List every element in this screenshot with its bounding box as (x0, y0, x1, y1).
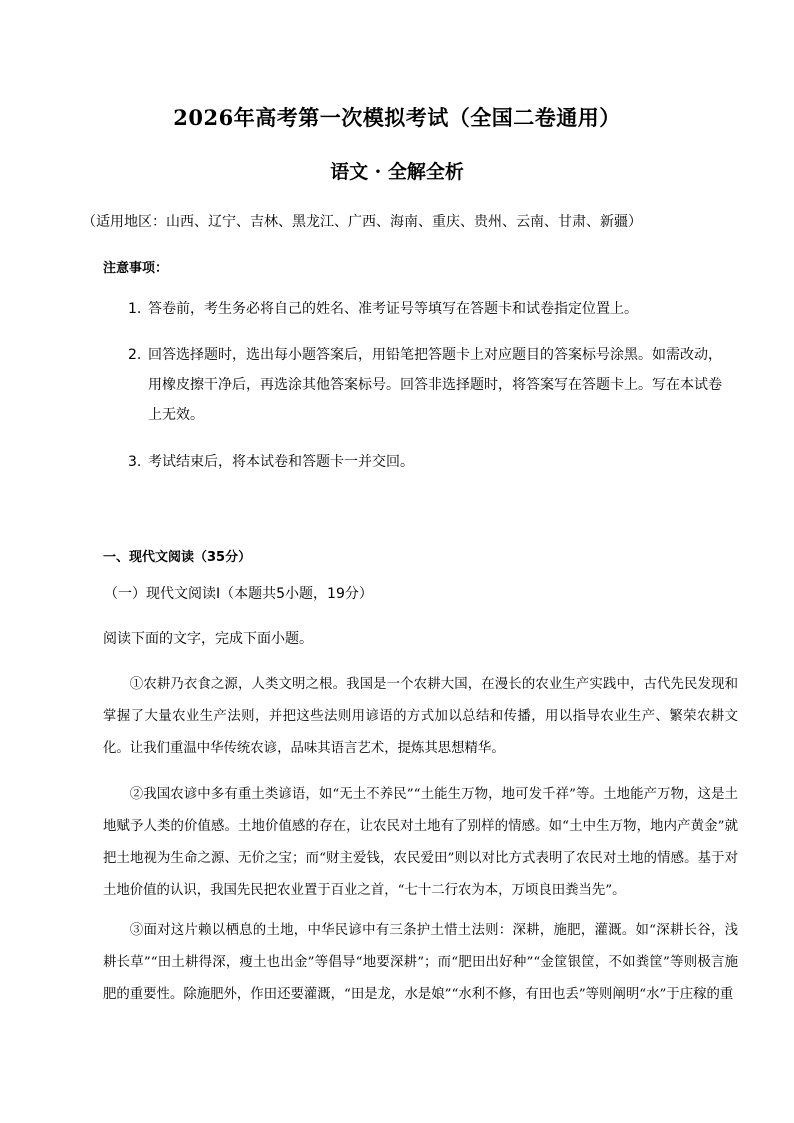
section-heading: 一、现代文阅读（35分） (103, 550, 252, 565)
passage-paragraph-3: ③面对这片赖以栖息的土地，中华民谚中有三条护土惜土法则：深耕，施肥，灌溉。如“深耕长谷，浅耕长草”“田土耕得深，瘦土也出金”等倡导“地要深耕”；而“肥田出好种”“金筐银筐，不如粪筐”等则极言施肥的重要性。除施肥外，作田还要灌溉，“田是龙，水是娘”“水利不修，有田也丢”等则阐明“水”于庄稼的重 (103, 923, 738, 1002)
applicable-regions: （适用地区：山西、辽宁、吉林、黑龙江、广西、海南、重庆、贵州、云南、甘肃、新疆） (82, 214, 642, 230)
notice-item-text: 考试结束后，将本试卷和答题卡一并交回。 (148, 454, 414, 470)
notice-item-3 (128, 447, 728, 477)
notice-item-text: 答卷前，考生务必将自己的姓名、准考证号等填写在答题卡和试卷指定位置上。 (148, 301, 638, 317)
passage-paragraph-1: ①农耕乃衣食之源，人类文明之根。我国是一个农耕大国，在漫长的农业生产实践中，古代先民发现和掌握了大量农业生产法则，并把这些法则用谚语的方式加以总结和传播，用以指导农业生产、繁荣农耕文化。让我们重温中华传统农谚，品味其语言艺术，提炼其思想精华。 (103, 677, 738, 756)
notice-item-number: 2. (128, 347, 142, 363)
notice-item-2 (128, 340, 728, 430)
notice-item-text: 回答选择题时，选出每小题答案后，用铅笔把答题卡上对应题目的答案标号涂黑。如需改动，用橡皮擦干净后，再选涂其他答案标号。回答非选择题时，将答案写在答题卡上。写在本试卷上无效。 (148, 347, 722, 423)
notice-item-number: 1. (128, 301, 142, 317)
notice-item-1 (128, 294, 728, 324)
reading-instruction: 阅读下面的文字，完成下面小题。 (103, 631, 313, 647)
page-subtitle: 语文 · 全解全析 (330, 161, 464, 183)
notice-heading: 注意事项： (103, 261, 169, 276)
notice-item-number: 3. (128, 454, 142, 470)
passage-paragraph-2: ②我国农谚中多有重土类谚语，如“无土不养民”“土能生万物，地可发千祥”等。土地能产万物，这是土地赋予人类的价值感。土地价值感的存在，让农民对土地有了别样的情感。如“土中生万物，地内产黄金”就把土地视为生命之源、无价之宝；而“财主爱钱，农民爱田”则以对比方式表明了农民对土地的情感。基于对土地价值的认识，我国先民把农业置于百业之首，“七十二行农为本，万顷良田粪当先”。 (103, 787, 738, 898)
page-title: 2026年高考第一次模拟考试（全国二卷通用） (173, 105, 621, 130)
subsection-heading: （一）现代文阅读Ⅰ（本题共5小题，19分） (104, 586, 373, 602)
